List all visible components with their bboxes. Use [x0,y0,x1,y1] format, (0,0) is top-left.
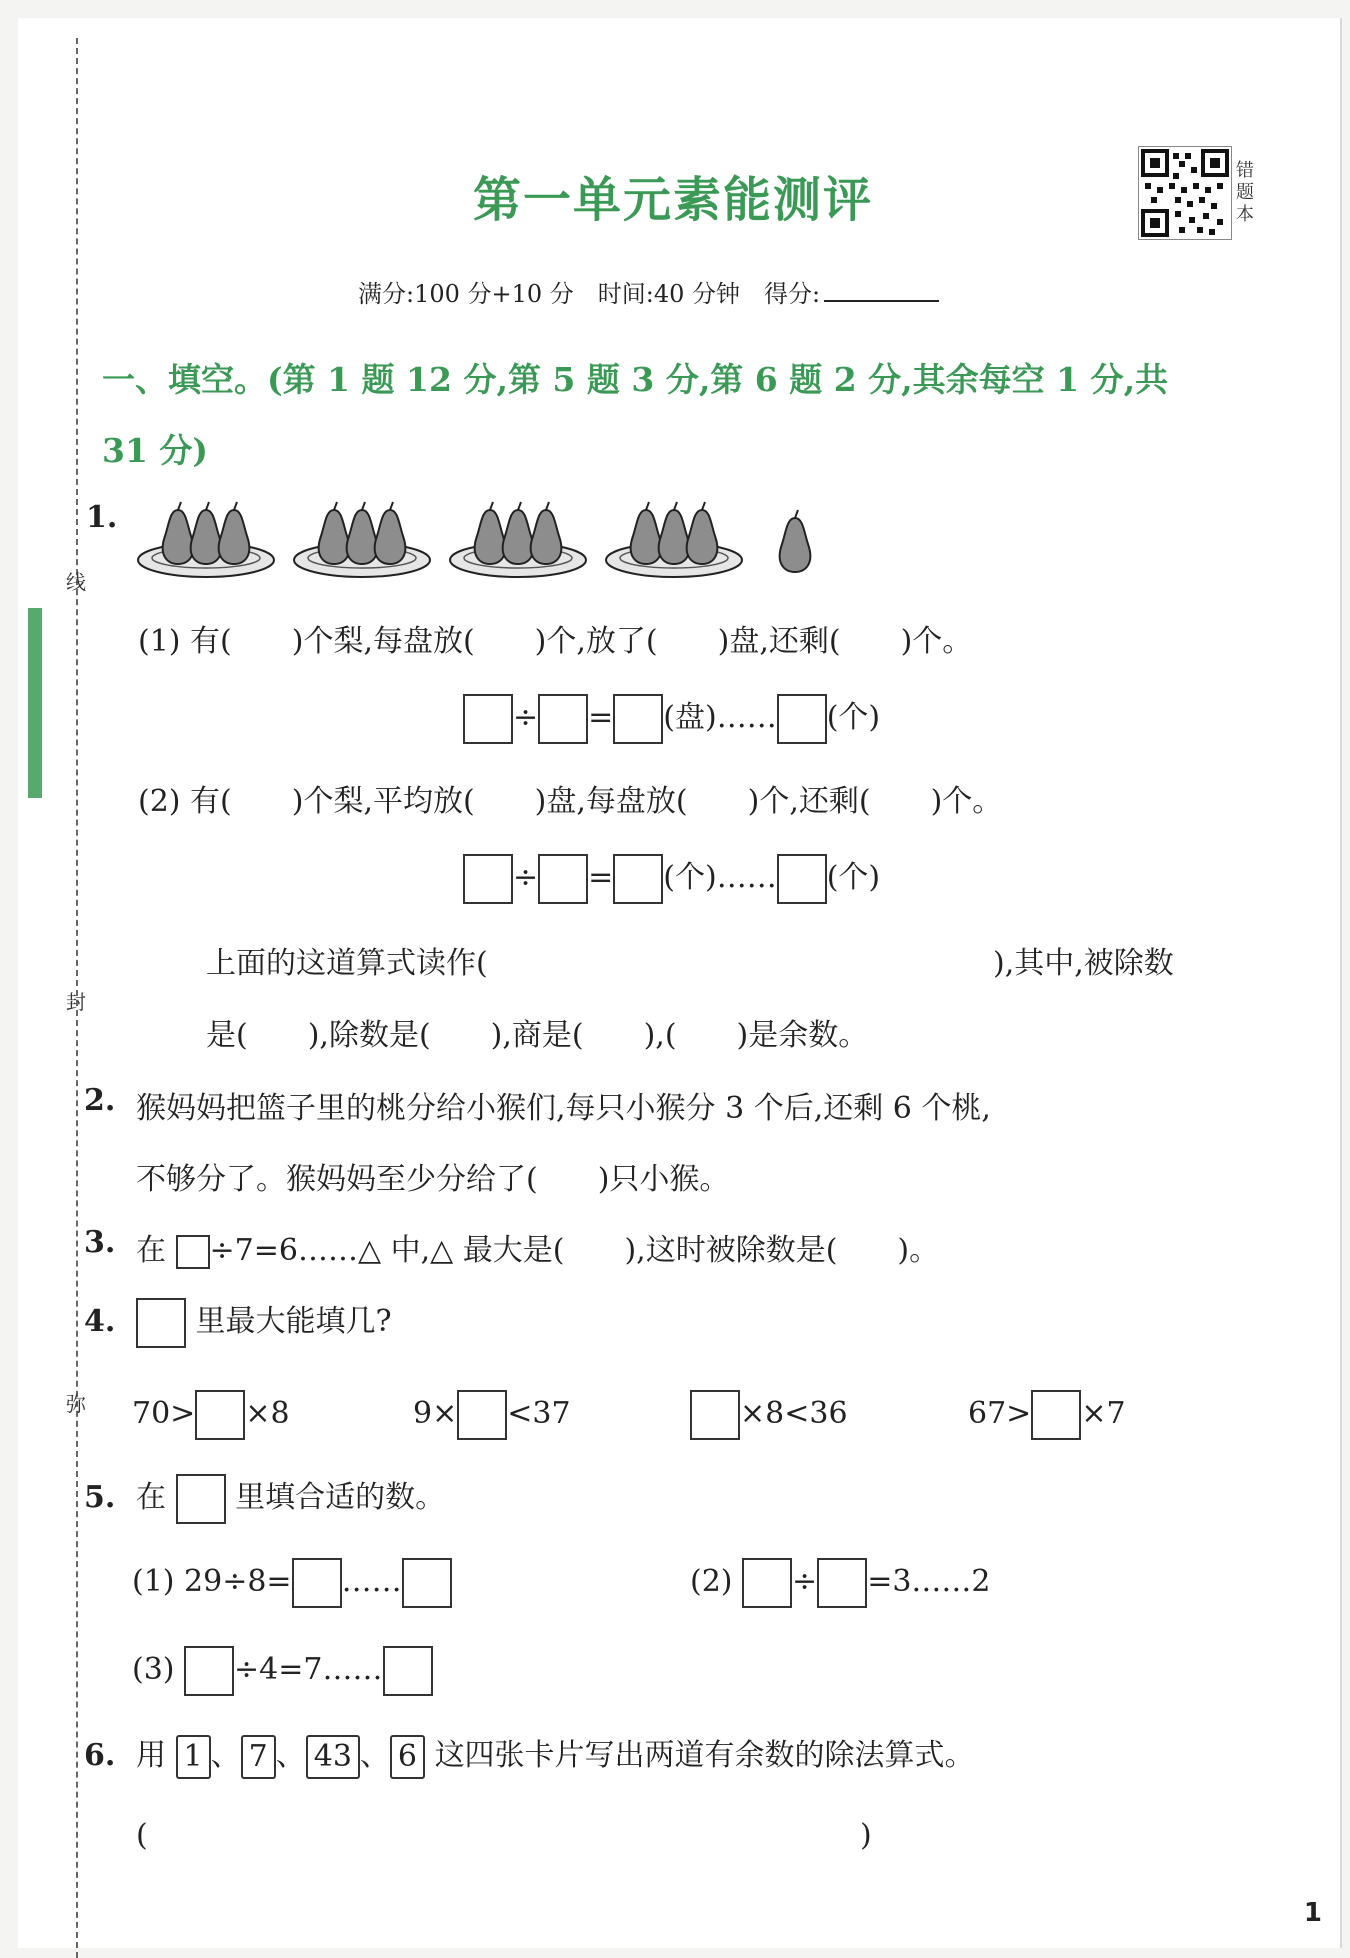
q5-number: 5. [84,1480,116,1515]
answer-box[interactable] [383,1646,433,1696]
side-char-xian: 线 [66,570,86,594]
q1-equation-1: ÷ = (盘)…… (个) [463,692,880,744]
score-meta [358,274,939,309]
answer-box[interactable] [184,1646,234,1696]
answer-box[interactable] [463,694,513,744]
page-number: 1 [1303,1898,1322,1928]
worksheet-page [18,18,1342,1948]
q1-equation-2: ÷ = (个)…… (个) [463,852,880,904]
q4-prompt: 里最大能填几? [136,1296,392,1348]
answer-box[interactable] [777,694,827,744]
pear-plate [292,498,432,580]
answer-box[interactable] [463,854,513,904]
q3-text: 在 ÷7=6……△ 中,△ 最大是( ),这时被除数是( )。 [136,1233,940,1268]
pear-icon [659,502,690,564]
number-card: 6 [390,1735,425,1779]
pear-icon [687,502,718,564]
pear-icon [375,502,406,564]
pear-icon [219,502,250,564]
pear-icon [503,502,534,564]
q4-number: 4. [84,1304,116,1339]
answer-box[interactable] [613,854,663,904]
side-char-mi: 弥 [66,1392,86,1416]
qr-label: 错题本 [1236,160,1254,225]
pear-plate [604,498,744,580]
answer-box[interactable] [136,1298,186,1348]
q6-prompt: 用 1 、 7 、 43 、 6 这四张卡片写出两道有余数的除法算式。 [136,1730,975,1779]
q5-part1: (1) 29÷8= …… [132,1558,452,1608]
number-card: 43 [306,1735,360,1779]
score-blank[interactable] [824,280,939,302]
q1-read-as-text-2: 是( ),除数是( ),商是( ),( )是余数。 [206,1018,869,1053]
side-green-strip [28,608,42,798]
pear-icon [531,502,562,564]
q4-item-4: 67> ×7 [968,1390,1126,1440]
pear-icon [191,502,222,564]
pear-plate [136,498,276,580]
section-heading-cont: 31 分) [102,431,209,470]
answer-box[interactable] [195,1390,245,1440]
answer-box[interactable] [742,1558,792,1608]
pear-icon [780,510,811,572]
pear-icon [163,502,194,564]
pear-plate [448,498,588,580]
q3-number: 3. [84,1225,116,1260]
pear-icon [347,502,378,564]
q6-answer-close[interactable]: ) [860,1818,872,1853]
q1-part1-text: (1) 有( )个梨,每盘放( )个,放了( )盘,还剩( )个。 [138,624,973,659]
section-heading: 一、填空。(第 1 题 12 分,第 5 题 3 分,第 6 题 2 分,其余每空 1 分,共 [102,360,1169,399]
answer-box[interactable] [538,694,588,744]
q4-item-2: 9× <37 [413,1390,571,1440]
answer-box[interactable] [690,1390,740,1440]
qr-code-icon[interactable] [1138,146,1232,240]
q5-part3: (3) ÷4=7…… [132,1646,433,1696]
side-char-feng: 封 [66,990,86,1014]
answer-box[interactable] [176,1235,210,1269]
q4-item-1: 70> ×8 [132,1390,290,1440]
q1-read-as-text-end: ),其中,被除数 [993,946,1174,981]
number-card: 7 [241,1735,276,1779]
q5-prompt: 在 里填合适的数。 [136,1472,445,1524]
q1-number: 1. [86,500,118,535]
page-title: 第一单元素能测评 [473,172,874,228]
q2-number: 2. [84,1083,116,1118]
loose-pear [770,504,820,586]
q2-text-line1: 猴妈妈把篮子里的桃分给小猴们,每只小猴分 3 个后,还剩 6 个桃, [136,1091,991,1126]
answer-box[interactable] [402,1558,452,1608]
answer-box[interactable] [777,854,827,904]
answer-box[interactable] [176,1474,226,1524]
q5-part2: (2) ÷ =3……2 [690,1558,991,1608]
answer-box[interactable] [817,1558,867,1608]
answer-box[interactable] [538,854,588,904]
q1-part2-text: (2) 有( )个梨,平均放( )盘,每盘放( )个,还剩( )个。 [138,784,1003,819]
q1-read-as-text: 上面的这道算式读作( [206,946,488,981]
pear-icon [475,502,506,564]
pear-icon [631,502,662,564]
score-meta-text: 满分:100 分+10 分 时间:40 分钟 得分: [358,280,821,308]
answer-box[interactable] [613,694,663,744]
q2-text-line2: 不够分了。猴妈妈至少分给了( )只小猴。 [136,1162,730,1197]
q6-number: 6. [84,1738,116,1773]
q4-item-3: ×8<36 [690,1390,848,1440]
q6-answer-open: ( [136,1818,148,1853]
answer-box[interactable] [457,1390,507,1440]
answer-box[interactable] [292,1558,342,1608]
pear-icon [319,502,350,564]
number-card: 1 [176,1735,211,1779]
answer-box[interactable] [1031,1390,1081,1440]
